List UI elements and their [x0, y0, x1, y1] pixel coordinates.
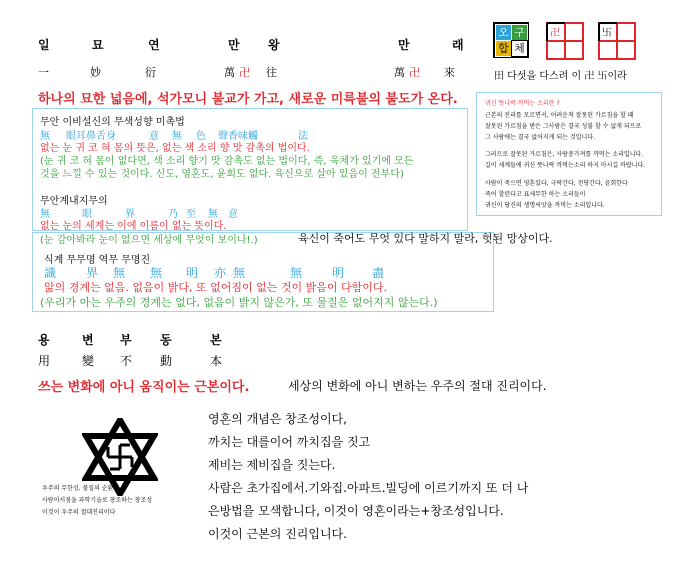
hanja-char: 明: [186, 266, 199, 280]
hanja-char: 意: [149, 131, 159, 142]
header-hanja: 往: [266, 66, 277, 79]
manja-symbol: 卍: [550, 28, 560, 39]
hanja-char: 無: [113, 266, 126, 280]
logo-grid-ogu: [493, 22, 529, 58]
side-note-line: 그러므로 잘못된 가르침은, 사람중가져를 까먹는 소리입니다.: [485, 151, 644, 158]
header-char: 왕: [268, 38, 280, 52]
logo-cell: 합: [495, 40, 512, 57]
hanja-char: 無: [150, 266, 163, 280]
side-note-line: 그 사람에는 결국 없어지게 되는 것입니다.: [485, 134, 595, 141]
header-char: 연: [148, 38, 160, 52]
header-hanja: 衍: [145, 66, 156, 79]
section2-red-line: 없는 눈의 세계는 이에 이름이 없는 뜻이다.: [40, 221, 227, 232]
hanja-char: 無: [208, 209, 218, 220]
paragraph-line: 사람은 초가집에서.기와집.아파트.빌딩에 이르기까지 또 더 나: [208, 481, 529, 495]
header-hanja: 卍: [409, 66, 420, 79]
hanja-char: 界: [86, 266, 99, 280]
paragraph-line: 은방법을 모색합니다, 이것이 영혼이라는+창조성입니다.: [208, 504, 504, 518]
section2-green-line: (눈 감아봐라 눈이 없으면 세상에 무엇이 보이나!.): [40, 235, 258, 246]
hanja-char: 眼耳鼻舌身: [66, 131, 116, 142]
bottom-hanja: 用: [38, 354, 51, 368]
header-hanja: 萬: [224, 66, 235, 79]
section1-green-line2: 것을 느낄 수 있는 것이다. 신도, 영혼도, 윤회도 없다. 육신으로 살아 있음이 전부다): [40, 169, 404, 180]
headline2-black: 세상의 변화에 아니 변하는 우주의 절대 진리이다.: [288, 379, 547, 393]
bottom-char: 동: [160, 333, 172, 347]
side-note-line: 잘못된 가르침을 받은 그사람은 결국 성불 할 수 없게 되므로: [485, 123, 642, 130]
side-note-title: 귀신 뜻나락 까먹는 소리란 ?: [485, 100, 560, 107]
hanja-char: 意: [228, 209, 238, 220]
paragraph-line: 까치는 대를이어 까치집을 짓고: [208, 435, 371, 449]
paragraph-line: 영혼의 개념은 창조성이다,: [208, 412, 347, 426]
hanja-char: 乃: [168, 209, 178, 220]
hanja-char: 聲香味觸: [218, 131, 258, 142]
hanja-char: 亦: [214, 266, 227, 280]
paragraph-line: 이것이 근본의 진리입니다.: [208, 527, 347, 541]
header-char: 만: [398, 38, 410, 52]
section3-red-line: 앎의 경계는 없음. 없음이 밝다, 또 없어짐이 없는 것이 밝음이 다함이다.: [44, 281, 387, 294]
hanja-char: 無: [290, 266, 303, 280]
bottom-hanja: 本: [210, 354, 223, 368]
section1-title: 무안 이비설신의 무색성향 미촉법: [40, 117, 185, 128]
logo-grid-swastika: [598, 22, 634, 58]
headline2-red: 쓰는 변화에 아니 움직이는 근본이다.: [38, 380, 250, 395]
header-char: 일: [38, 38, 50, 52]
logo-cell: 구: [511, 24, 528, 41]
header-hanja: 來: [444, 66, 455, 79]
hanja-char: 色: [196, 131, 206, 142]
hanja-char: 眼: [82, 209, 92, 220]
hanja-char: 界: [125, 209, 135, 220]
star-caption-line: 이것이 우주의 절대진리이다: [42, 509, 116, 516]
section2-title: 무안계내지무의: [40, 196, 108, 207]
section1-red-line: 없는 눈 귀 코 혀 몸의 뜻은, 없는 색 소리 향 맛 감촉의 법이다.: [40, 143, 310, 154]
section1-green-line1: (눈 귀 코 혀 몸이 없다면, 색 소리 향기 맛 감촉도 없는 법이다, 즉, 육체가 있기에 모든: [40, 156, 414, 167]
side-note-line: 귀신이 당신의 생명씨앗을 까먹는 소리입니다.: [485, 202, 605, 209]
header-hanja: 一: [38, 66, 49, 79]
section3-title: 식계 무무명 역무 무명진: [44, 255, 151, 266]
bottom-char: 부: [120, 333, 132, 347]
hanja-char: 至: [186, 209, 196, 220]
hanja-char: 無: [40, 209, 50, 220]
logo-caption: 田 다섯을 다스려 이 卍 卐이라: [494, 71, 627, 82]
header-hanja: 卍: [239, 66, 250, 79]
bottom-char: 본: [210, 333, 222, 347]
hanja-char: 明: [332, 266, 345, 280]
section2-black-tail: 육신이 죽어도 무엇 있다 말하지 말라, 헛된 망상이다.: [298, 232, 553, 245]
header-char: 묘: [92, 38, 104, 52]
bottom-char: 변: [82, 333, 94, 347]
hanja-char: 法: [298, 131, 308, 142]
header-hanja: 妙: [90, 66, 101, 79]
header-char: 만: [228, 38, 240, 52]
bottom-hanja: 動: [160, 354, 173, 368]
side-note-line: 죽어 할린다고 표세무한 하는 소리들이: [485, 191, 586, 198]
section3-green-line: (우리가 아는 우주의 경계는 없다, 없음이 밝지 않은가, 또 물질은 없어지지 않는다.): [40, 296, 438, 309]
hanja-char: 無: [233, 266, 246, 280]
logo-cell: 체: [511, 40, 528, 57]
hanja-char: 無: [172, 131, 182, 142]
star-caption-line: 사람이서점을 과학기술로 창조하는 창조성: [42, 497, 153, 504]
bottom-hanja: 不: [120, 354, 133, 368]
bottom-char: 용: [38, 333, 50, 347]
header-char: 래: [452, 38, 464, 52]
paragraph-line: 제비는 제비집을 짓는다.: [208, 458, 336, 472]
logo-cell: 오: [495, 24, 512, 41]
swastika-symbol: 卐: [602, 28, 612, 39]
side-note-line: 사람이 죽으면 영혼있다, 극락간다, 천당간다, 윤회한다: [485, 180, 628, 187]
headline-main: 하나의 묘한 넓음에, 석가모니 불교가 가고, 새로운 미륵불의 불도가 온다.: [38, 92, 458, 107]
star-caption-line: 우주의 무한성, 물질의 순환성,: [42, 485, 122, 492]
hanja-char: 識: [44, 266, 57, 280]
side-note-line: 길이 세계들에 귀신 뜻나락 까먹는소리 하지 마시길 바랍니다.: [485, 162, 646, 169]
logo-grid-manja: [546, 22, 582, 58]
side-note-line: 근본의 진리를 모르면서, 어려운척 잘못된 가르침을 할 때: [485, 112, 634, 119]
bottom-hanja: 變: [82, 354, 95, 368]
hanja-char: 盡: [372, 266, 385, 280]
header-hanja: 萬: [394, 66, 405, 79]
hanja-char: 無: [40, 131, 50, 142]
